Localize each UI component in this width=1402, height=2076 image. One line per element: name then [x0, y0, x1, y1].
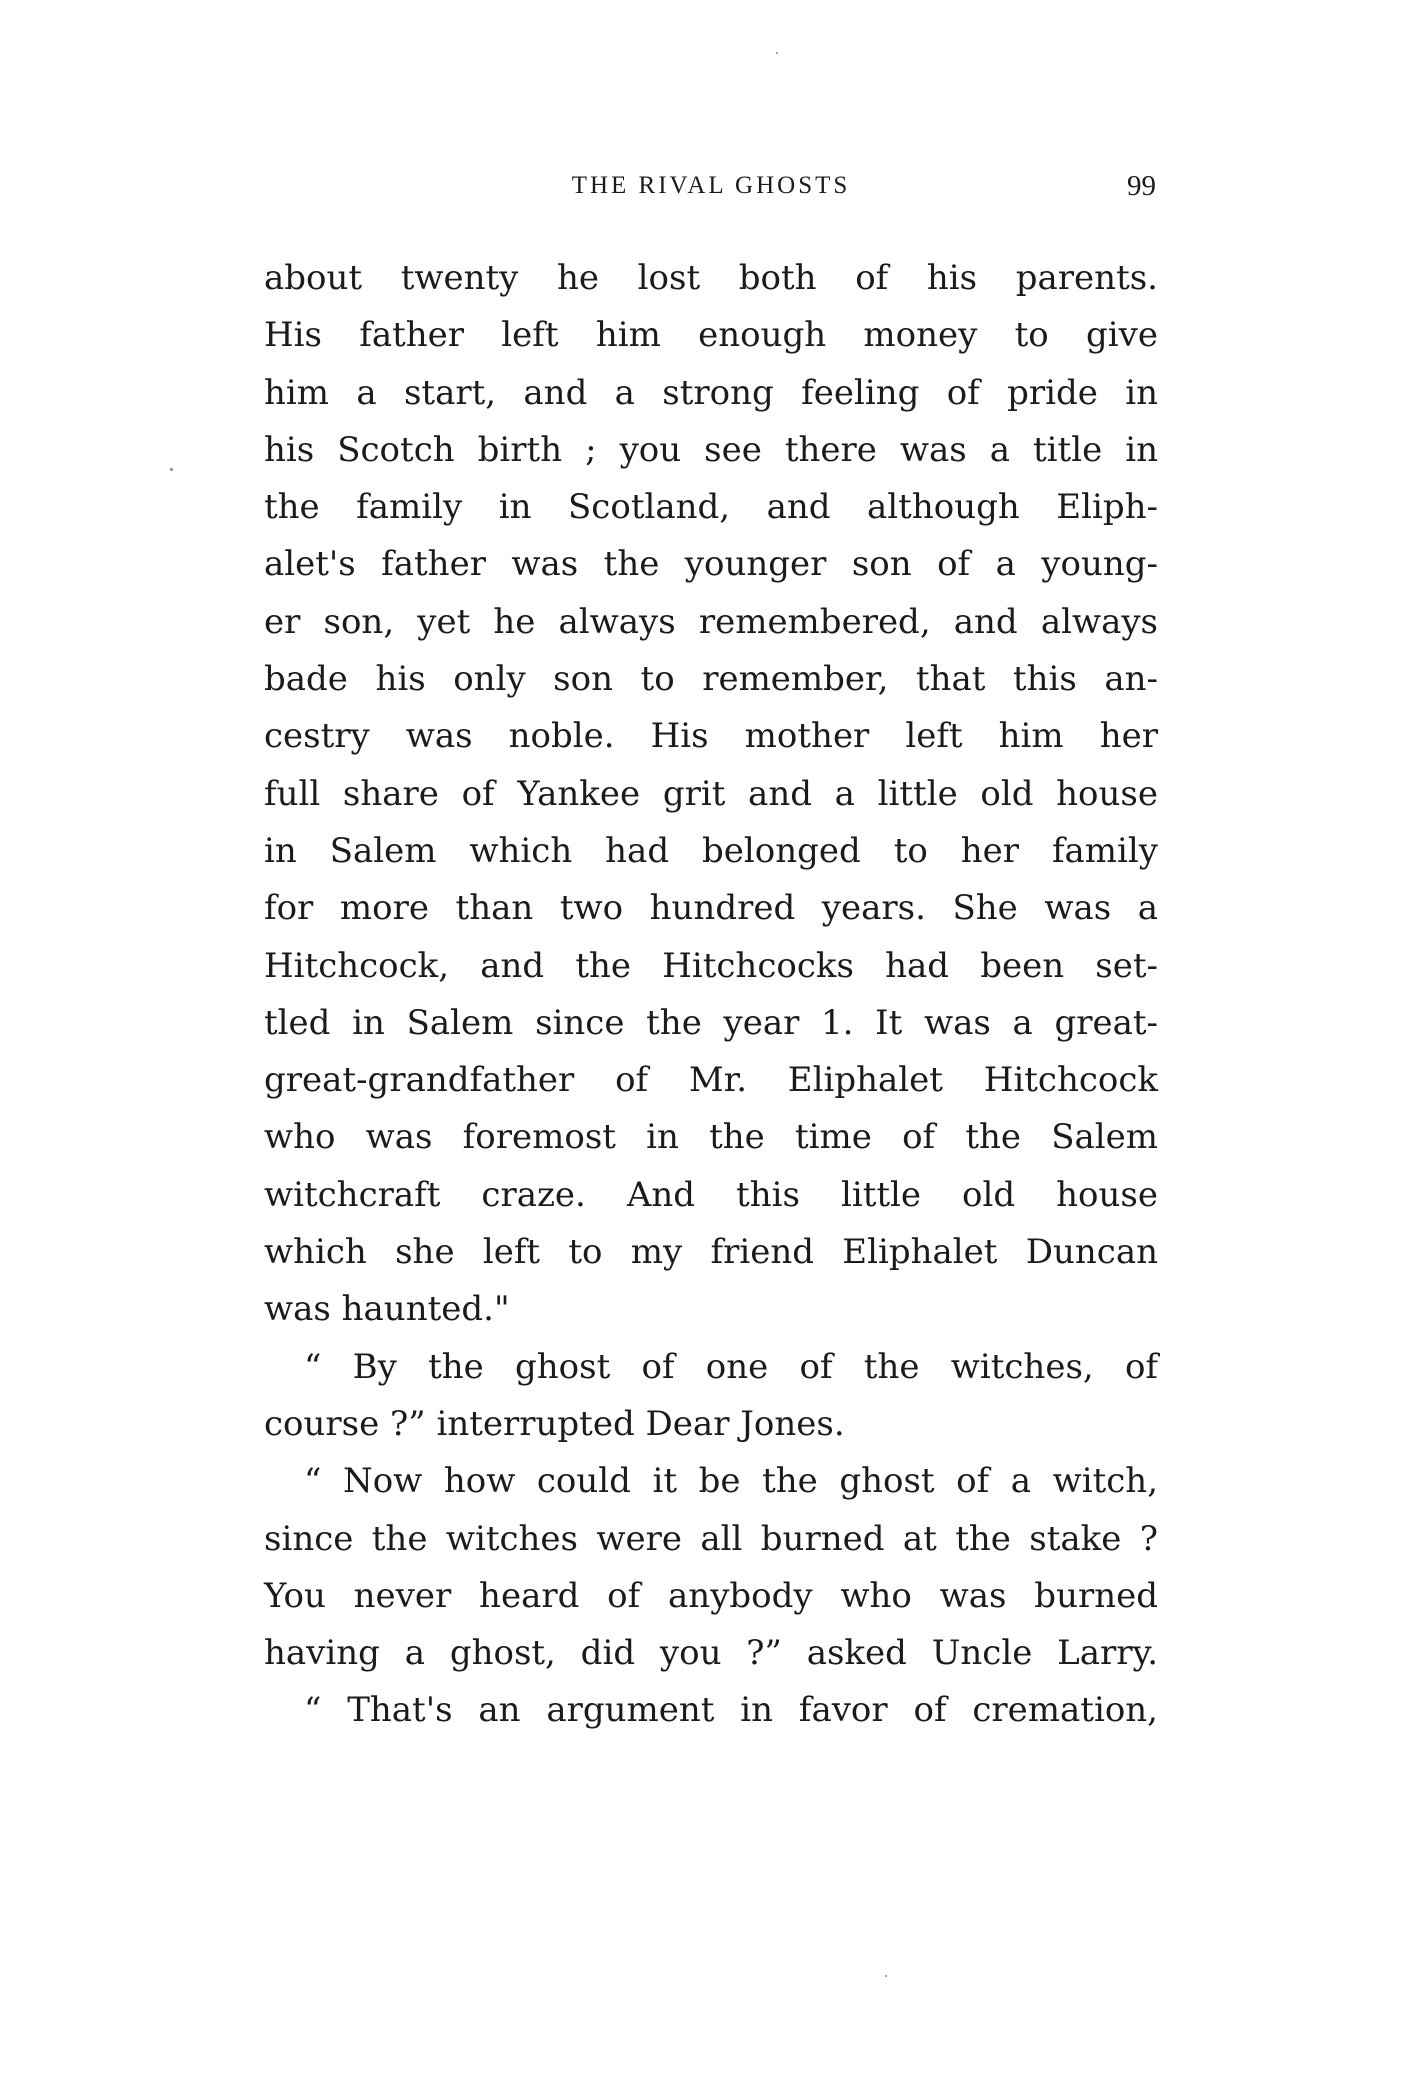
text-line: having a ghost, did you ?” asked Uncle Larry.: [264, 1633, 1158, 1674]
running-title: THE RIVAL GHOSTS: [571, 172, 851, 199]
text-line: bade his only son to remember, that this an-: [264, 659, 1158, 700]
text-line: him a start, and a strong feeling of pride in: [264, 372, 1158, 413]
text-line: full share of Yankee grit and a little old house: [264, 773, 1158, 814]
running-head: [266, 170, 1156, 210]
text-line: tled in Salem since the year 1. It was a great-: [264, 1002, 1158, 1043]
paper-speck: [776, 52, 778, 54]
text-line: “ By the ghost of one of the witches, of: [304, 1346, 1158, 1387]
text-line: which she left to my friend Eliphalet Duncan: [264, 1232, 1158, 1273]
text-line: His father left him enough money to give: [264, 315, 1158, 356]
page-number: 99: [1127, 170, 1156, 202]
paper-speck: [170, 468, 173, 471]
text-line: er son, yet he always remembered, and always: [264, 601, 1158, 642]
text-line: “ Now how could it be the ghost of a witch,: [304, 1461, 1158, 1502]
text-line: for more than two hundred years. She was a: [264, 888, 1158, 929]
text-line: You never heard of anybody who was burned: [264, 1575, 1158, 1616]
text-line: Hitchcock, and the Hitchcocks had been set-: [264, 945, 1158, 986]
text-line: course ?” interrupted Dear Jones.: [264, 1403, 845, 1444]
text-line: who was foremost in the time of the Salem: [264, 1117, 1158, 1158]
text-line: the family in Scotland, and although Eliph-: [264, 487, 1158, 528]
text-line: cestry was noble. His mother left him her: [264, 716, 1158, 757]
text-line: since the witches were all burned at the stake ?: [264, 1518, 1158, 1559]
text-line: “ That's an argument in favor of cremation,: [304, 1690, 1158, 1731]
text-line: in Salem which had belonged to her family: [264, 830, 1158, 871]
paper-speck: [885, 1975, 887, 1977]
text-line: great-grandfather of Mr. Eliphalet Hitchcock: [264, 1060, 1158, 1101]
text-line: about twenty he lost both of his parents.: [264, 258, 1158, 298]
text-line: alet's father was the younger son of a young-: [264, 544, 1158, 585]
body-text: [264, 250, 1158, 1740]
text-line: witchcraft craze. And this little old house: [264, 1174, 1158, 1215]
text-line: was haunted.": [264, 1289, 510, 1330]
text-line: his Scotch birth ; you see there was a title in: [264, 429, 1158, 470]
